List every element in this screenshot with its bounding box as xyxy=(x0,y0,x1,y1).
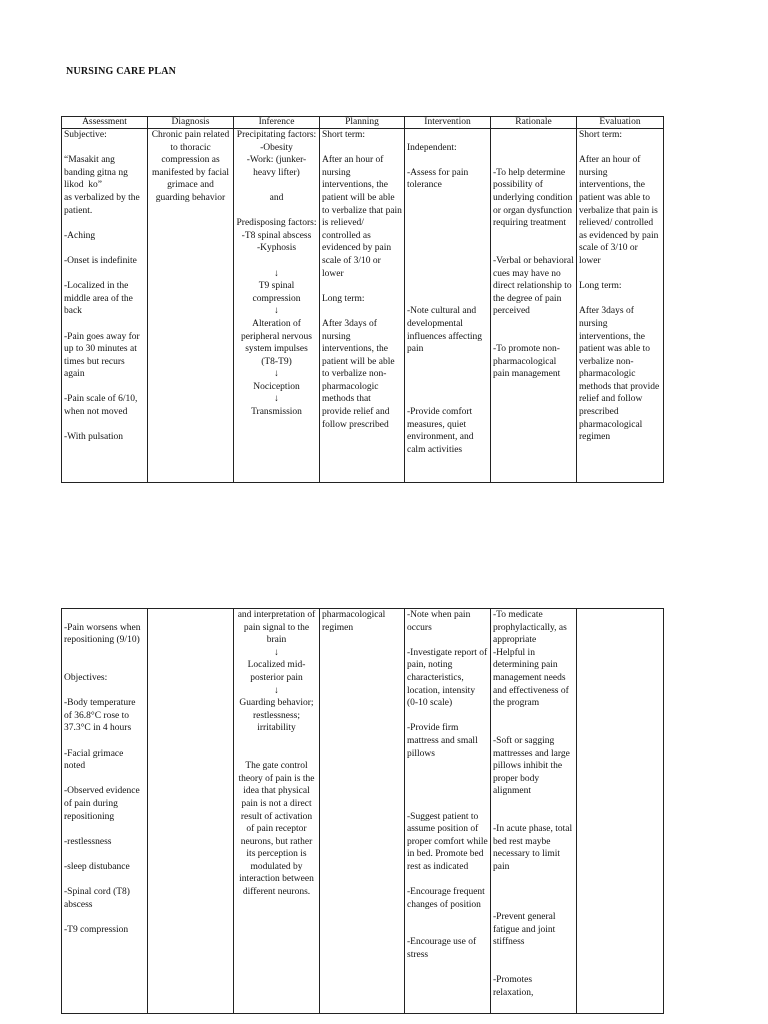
intervention-cell: -Note when pain occurs -Investigate report of pain, noting characteristics, location, intensity (0-10 scale) -Provide firm mattress and small pillows -Suggest patient to assume position of proper comfort while in bed. Promote bed rest as indicated -Encourage frequent changes of position -Encourage use of stress xyxy=(405,609,491,1014)
header-evaluation: Evaluation xyxy=(577,117,664,129)
inference-cell: Precipitating factors: -Obesity -Work: (junker-heavy lifter) and Predisposing factors: -T8 spinal abscess -Kyphosis ↓ T9 spinal compression ↓ Alteration of peripheral nervous system impulses (T8-T9) ↓ Nociception ↓ Transmission xyxy=(234,129,320,483)
rationale-cell: -To help determine possibility of underlying condition or organ dysfunction requiring treatment -Verbal or behavioral cues may have no direct relationship to the degree of pain perceived -To promote non-pharmacological pain management xyxy=(491,129,577,483)
header-planning: Planning xyxy=(320,117,405,129)
evaluation-cell: Short term: After an hour of nursing interventions, the patient was able to verbalize that pain is relieved/ controlled as evidenced by pain scale of 3/10 or lower Long term: After 3days of nursing interventions, the patient was able to verbalize non-pharmacologic methods that provide relief and follow prescribed pharmacological regimen xyxy=(577,129,664,483)
assessment-cell: -Pain worsens when repositioning (9/10) Objectives: -Body temperature of 36.8°C rose to 37.3°C in 4 hours -Facial grimace noted -Observed evidence of pain during repositioning -restlessness -sleep distubance -Spinal cord (T8) abscess -T9 compression xyxy=(62,609,148,1014)
care-plan-table-page1 xyxy=(61,116,664,483)
rationale-cell: -To medicate prophylactically, as appropriate -Helpful in determining pain management needs and effectiveness of the program -Soft or sagging mattresses and large pillows inhibit the proper body alignment -In acute phase, total bed rest maybe necessary to limit pain -Prevent general fatigue and joint stiffness -Promotes relaxation, xyxy=(491,609,577,1014)
intervention-cell: Independent: -Assess for pain tolerance -Note cultural and developmental influences affecting pain -Provide comfort measures, quiet environment, and calm activities xyxy=(405,129,491,483)
header-rationale: Rationale xyxy=(491,117,577,129)
planning-cell: Short term: After an hour of nursing interventions, the patient will be able to verbalize that pain is relieved/ controlled as evidenced by pain scale of 3/10 or lower Long term: After 3days of nursing interventions, the patient will be able to verbalize non-pharmacologic methods that provide relief and follow prescribed xyxy=(320,129,405,483)
header-assessment: Assessment xyxy=(62,117,148,129)
header-intervention: Intervention xyxy=(405,117,491,129)
table-header-row xyxy=(62,117,664,129)
evaluation-cell xyxy=(577,609,664,1014)
table-row xyxy=(62,609,664,1014)
care-plan-table-page2 xyxy=(61,608,664,1014)
assessment-cell: Subjective: “Masakit ang banding gitna ng likod ko” as verbalized by the patient. -Aching -Onset is indefinite -Localized in the middle area of the back -Pain goes away for up to 30 minutes at times but recurs again -Pain scale of 6/10, when not moved -With pulsation xyxy=(62,129,148,483)
planning-cell: pharmacological regimen xyxy=(320,609,405,1014)
diagnosis-cell: Chronic pain related to thoracic compression as manifested by facial grimace and guarding behavior xyxy=(148,129,234,483)
table-row xyxy=(62,129,664,483)
diagnosis-cell xyxy=(148,609,234,1014)
inference-cell: and interpretation of pain signal to the brain ↓ Localized mid-posterior pain ↓ Guarding behavior; restlessness; irritability The gate control theory of pain is the idea that physical pain is not a direct result of activation of pain receptor neurons, but rather its perception is modulated by interaction between different neurons. xyxy=(234,609,320,1014)
header-diagnosis: Diagnosis xyxy=(148,117,234,129)
header-inference: Inference xyxy=(234,117,320,129)
document-title: NURSING CARE PLAN xyxy=(66,66,177,77)
